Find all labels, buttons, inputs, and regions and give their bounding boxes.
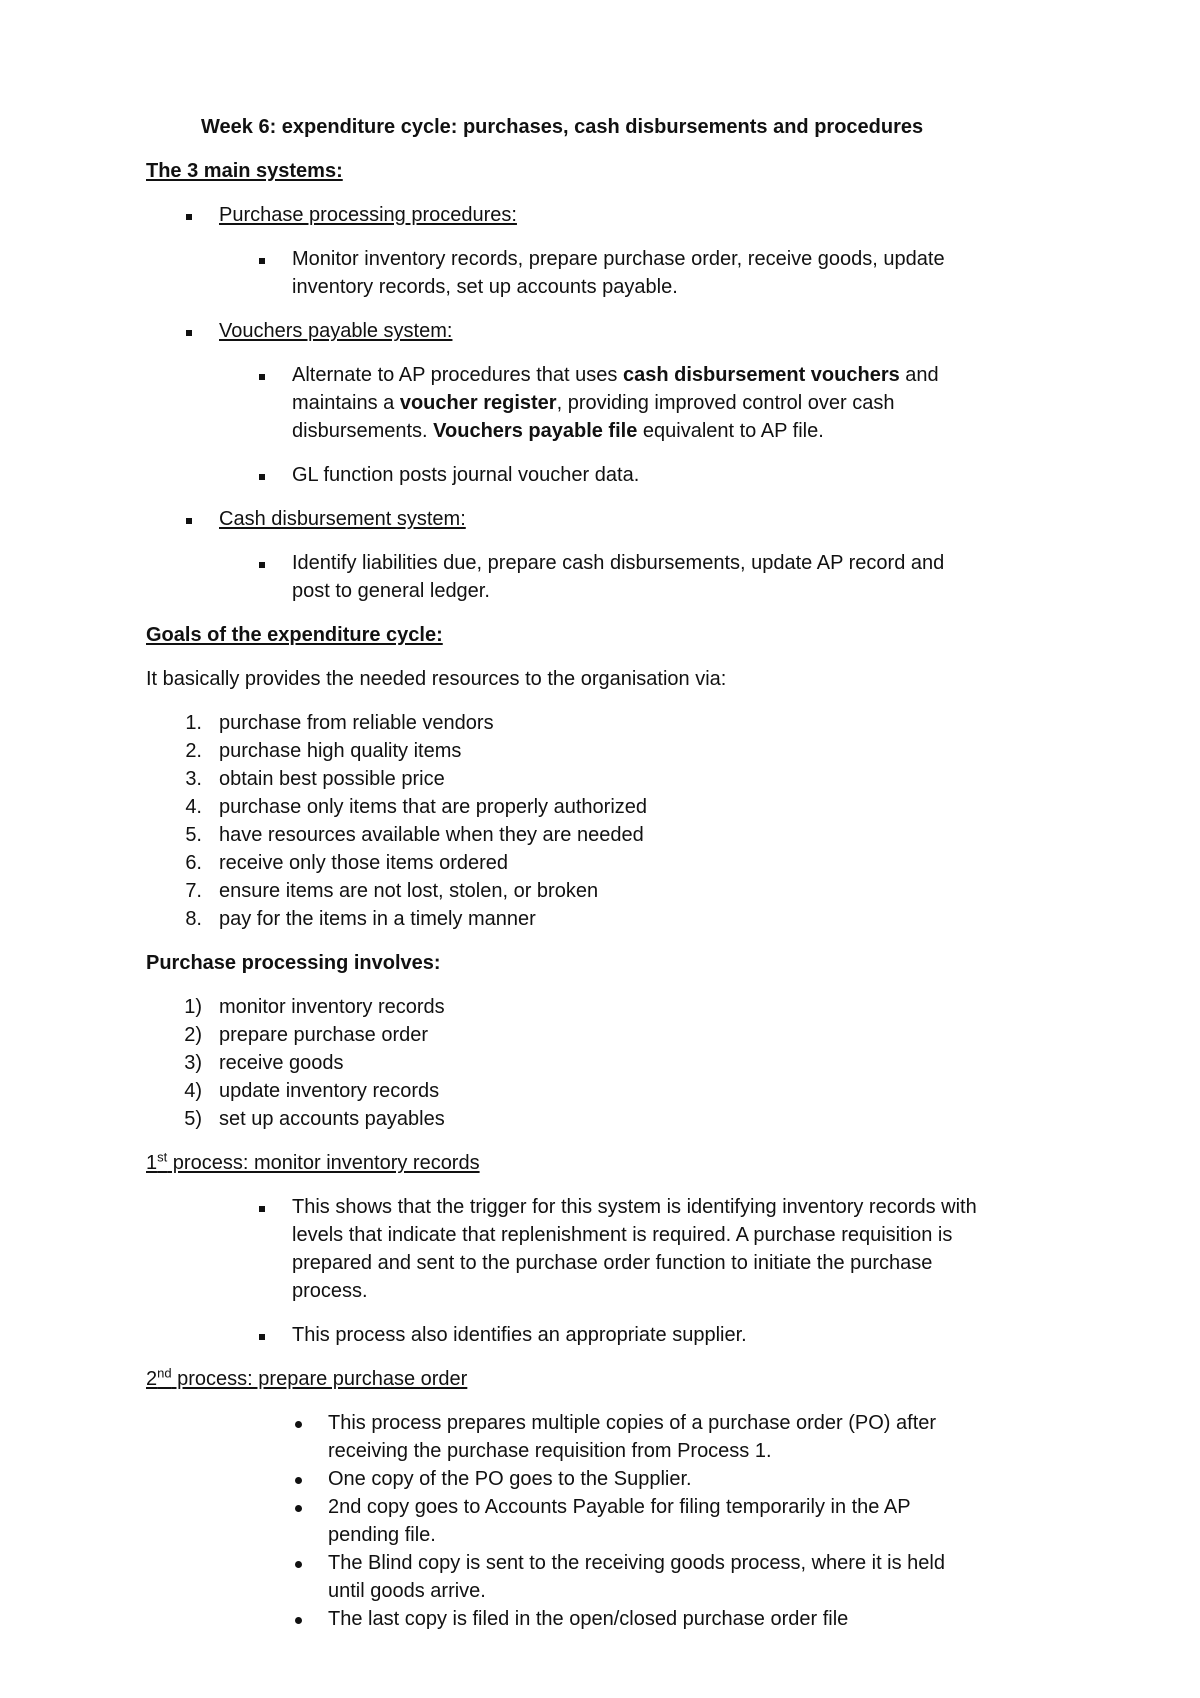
page-title: Week 6: expenditure cycle: purchases, cash disbursements and procedures <box>201 116 924 138</box>
square-bullet-icon <box>186 214 192 220</box>
list-number: 2. <box>185 740 202 762</box>
list-item: purchase from reliable vendors <box>219 712 494 734</box>
list-item: monitor inventory records <box>219 996 445 1018</box>
list-item: receive goods <box>219 1052 344 1074</box>
text-run: Alternate to AP procedures that uses <box>292 364 623 386</box>
system-desc-line: inventory records, set up accounts payable. <box>292 276 678 298</box>
vouchers-desc-line <box>292 418 824 446</box>
process-2-line: This process prepares multiple copies of a purchase order (PO) after <box>328 1412 937 1434</box>
system-desc-line: post to general ledger. <box>292 580 490 602</box>
system-desc-line: Monitor inventory records, prepare purchase order, receive goods, update <box>292 248 945 270</box>
ordinal-suffix: st <box>157 1149 168 1165</box>
round-bullet-icon <box>295 1477 302 1484</box>
process-1-line: levels that indicate that replenishment is required. A purchase requisition is <box>292 1224 953 1246</box>
list-item: purchase only items that are properly authorized <box>219 796 648 818</box>
list-item: purchase high quality items <box>219 740 462 762</box>
process-number: 1 <box>146 1152 158 1174</box>
processing-heading: Purchase processing involves: <box>146 952 441 974</box>
process-2-line: until goods arrive. <box>328 1580 486 1602</box>
list-number: 3) <box>184 1052 202 1074</box>
bold-term: cash disbursement vouchers <box>622 364 900 386</box>
process-title: process: prepare purchase order <box>171 1368 468 1390</box>
system-label-vouchers: Vouchers payable system: <box>219 320 453 342</box>
goals-intro: It basically provides the needed resources to the organisation via: <box>146 668 727 690</box>
process-2-heading <box>146 1366 467 1394</box>
list-number: 3. <box>185 768 202 790</box>
list-number: 8. <box>185 908 202 930</box>
list-item: obtain best possible price <box>219 768 445 790</box>
text-run: disbursements. <box>292 420 434 442</box>
goals-heading: Goals of the expenditure cycle: <box>146 624 443 646</box>
round-bullet-icon <box>295 1617 302 1624</box>
list-item: prepare purchase order <box>219 1024 429 1046</box>
square-bullet-icon <box>259 474 265 480</box>
ordinal-suffix: nd <box>157 1365 172 1381</box>
list-number: 4) <box>184 1080 202 1102</box>
systems-heading: The 3 main systems: <box>146 160 343 182</box>
process-2-line: The last copy is filed in the open/closed purchase order file <box>328 1608 849 1630</box>
square-bullet-icon <box>259 562 265 568</box>
square-bullet-icon <box>259 374 265 380</box>
list-number: 6. <box>185 852 202 874</box>
list-number: 5) <box>184 1108 202 1130</box>
square-bullet-icon <box>186 518 192 524</box>
list-item: pay for the items in a timely manner <box>219 908 536 930</box>
text-run: , providing improved control over cash <box>556 392 895 414</box>
round-bullet-icon <box>295 1561 302 1568</box>
process-2-line: The Blind copy is sent to the receiving goods process, where it is held <box>328 1552 945 1574</box>
list-item: have resources available when they are needed <box>219 824 644 846</box>
bold-term: voucher register <box>399 392 557 414</box>
process-2-line: One copy of the PO goes to the Supplier. <box>328 1468 692 1490</box>
system-label-cash: Cash disbursement system: <box>219 508 466 530</box>
list-item: ensure items are not lost, stolen, or broken <box>219 880 599 902</box>
list-number: 1) <box>184 996 202 1018</box>
round-bullet-icon <box>295 1505 302 1512</box>
process-2-line: 2nd copy goes to Accounts Payable for filing temporarily in the AP <box>328 1496 911 1518</box>
process-number: 2 <box>146 1368 158 1390</box>
vouchers-desc-line <box>292 390 895 418</box>
square-bullet-icon <box>259 258 265 264</box>
list-number: 5. <box>185 824 202 846</box>
text-run: and <box>899 364 939 386</box>
list-item: receive only those items ordered <box>219 852 509 874</box>
list-number: 2) <box>184 1024 202 1046</box>
process-1-heading <box>146 1150 480 1178</box>
system-label-purchase: Purchase processing procedures: <box>219 204 517 226</box>
process-1-line: This shows that the trigger for this system is identifying inventory records with <box>292 1196 977 1218</box>
list-number: 4. <box>185 796 202 818</box>
process-1-supplier-line: This process also identifies an appropriate supplier. <box>292 1324 747 1346</box>
vouchers-desc-line <box>292 362 939 390</box>
list-number: 7. <box>185 880 202 902</box>
list-item: update inventory records <box>219 1080 440 1102</box>
system-desc-line: Identify liabilities due, prepare cash disbursements, update AP record and <box>292 552 945 574</box>
process-1-line: process. <box>292 1280 368 1302</box>
process-title: process: monitor inventory records <box>167 1152 480 1174</box>
list-number: 1. <box>185 712 202 734</box>
text-run: equivalent to AP file. <box>637 420 824 442</box>
square-bullet-icon <box>259 1206 265 1212</box>
process-2-line: pending file. <box>328 1524 436 1546</box>
square-bullet-icon <box>186 330 192 336</box>
vouchers-gl-line: GL function posts journal voucher data. <box>292 464 640 486</box>
list-item: set up accounts payables <box>219 1108 445 1130</box>
text-run: maintains a <box>292 392 400 414</box>
square-bullet-icon <box>259 1334 265 1340</box>
bold-term: Vouchers payable file <box>433 420 638 442</box>
round-bullet-icon <box>295 1421 302 1428</box>
process-1-line: prepared and sent to the purchase order function to initiate the purchase <box>292 1252 933 1274</box>
process-2-line: receiving the purchase requisition from Process 1. <box>328 1440 772 1462</box>
